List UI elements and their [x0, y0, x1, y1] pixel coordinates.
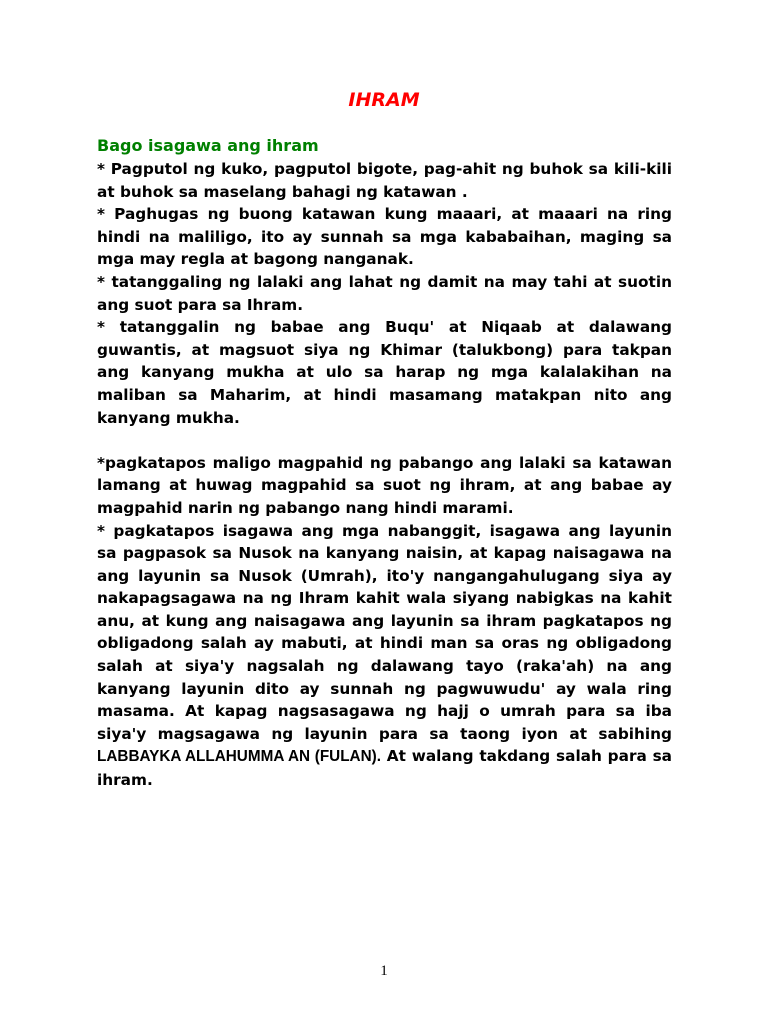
paragraph-nail-trimming: * Pagputol ng kuko, pagputol bigote, pag-ahit ng buhok sa kili-kili at buhok sa maselang bahagi ng katawan . [97, 160, 672, 201]
paragraph-men-clothing: * tatanggaling ng lalaki ang lahat ng damit na may tahi at suotin ang suot para sa Ihram. [97, 272, 672, 314]
body-text [97, 158, 672, 792]
document-title: IHRAM [348, 89, 420, 111]
intention-text-end: At walang takdang salah para sa ihram. [97, 747, 673, 790]
page-number: 1 [380, 963, 388, 979]
paragraph-perfume: *pagkatapos maligo magpahid ng pabango ang lalaki sa katawan lamang at huwag magpahid sa suot ng ihram, at ang babae ay magpahid narin ng pabango nang hindi marami. [97, 453, 672, 517]
paragraph-bathing: * Paghugas ng buong katawan kung maaari, at maaari na ring hindi na maliligo, ito ay sunnah sa mga kababaihan, maging sa mga may regla at bagong nanganak. [97, 205, 672, 269]
paragraph-women-clothing: * tatanggalin ng babae ang Buqu' at Niqaab at dalawang guwantis, at magsuot siya ng Khimar (talukbong) para takpan ang kanyang mukha at ulo sa harap ng mga kalalakihan na maliban sa Maharim, at hindi masamang matakpan nito ang kanyang mukha. [97, 318, 672, 427]
paragraph-intention [97, 520, 672, 792]
talbiyah-phrase: LABBAYKA ALLAHUMMA AN (FULAN). [97, 748, 381, 766]
section-heading: Bago isagawa ang ihram [97, 136, 319, 155]
paragraph-spacer [97, 429, 672, 452]
intention-text: * pagkatapos isagawa ang mga nabanggit, isagawa ang layunin sa pagpasok sa Nusok na kanyang naisin, at kapag naisagawa na ang layunin sa Nusok (Umrah), ito'y nangangahulugang siya ay nakapagsagawa na ng Ihram kahit wala siyang nabigkas na kahit anu, at kung ang naisagawa ang layunin sa ihram pagkatapos ng obligadong salah ay mabuti, at hindi man sa oras ng obligadong salah at siya'y nagsalah ng dalawang tayo (raka'ah) na ang kanyang layunin dito ay sunnah ng pagwuwudu' ay wala ring masama. At kapag nagsasagawa ng hajj o umrah para sa iba siya'y magsagawa ng layunin para sa taong iyon at sabihing [97, 521, 672, 743]
